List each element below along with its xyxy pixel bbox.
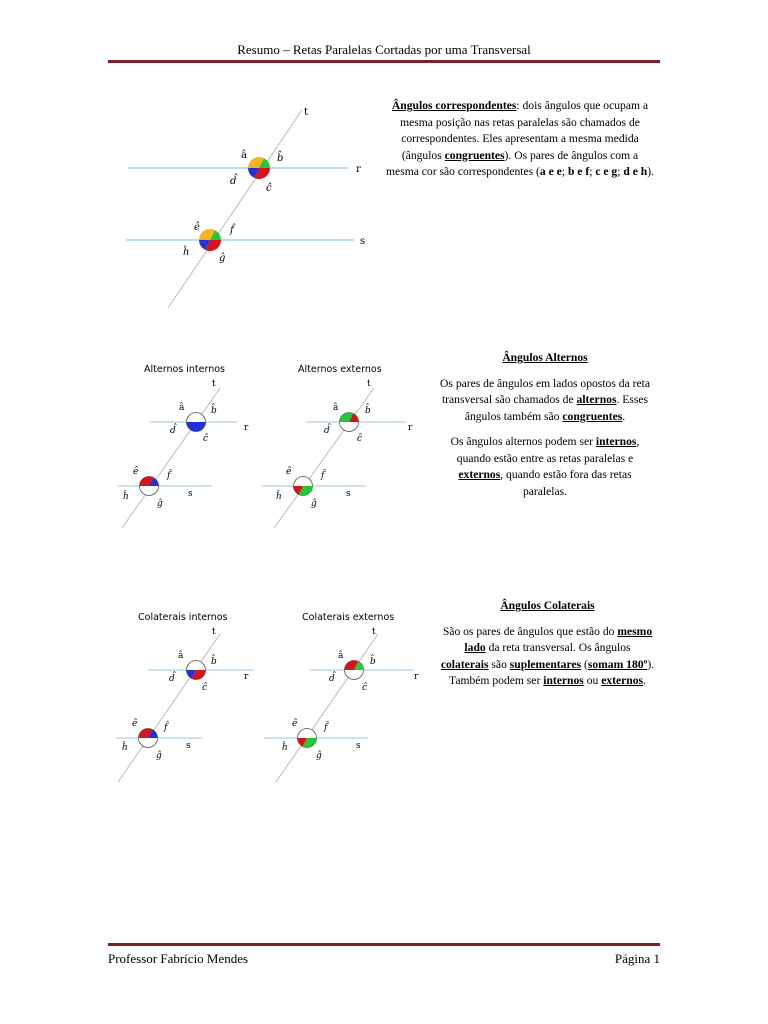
pair: b e f: [567, 165, 590, 178]
text-fragment: .: [622, 409, 626, 423]
text-fragment: ou: [583, 674, 602, 687]
text-fragment: : dois ângulos que ocupam a mesma posição nas retas paralelas são chamados de correspondentes. Eles apresentam a mesma medida (ângulos: [400, 99, 649, 162]
label-f: f̂: [324, 723, 328, 733]
label-b: b̂: [211, 657, 217, 667]
keyword: internos: [543, 674, 584, 687]
text-fragment: ;: [589, 165, 596, 178]
label-d: d̂: [329, 674, 335, 684]
intersection-bottom: [139, 729, 158, 748]
intersection-top: [187, 413, 206, 432]
transversal-t: [118, 634, 220, 782]
header-rule: [108, 60, 660, 63]
label-h: ĥ: [122, 743, 128, 753]
caption-alternos-internos: Alternos internos: [144, 364, 226, 375]
label-c: ĉ: [362, 683, 368, 693]
intersection-top: [187, 661, 206, 680]
footer-author: Professor Fabrício Mendes: [108, 951, 249, 966]
label-b: b̂: [277, 153, 284, 164]
intersection-top: [340, 413, 359, 432]
text-fragment: ;: [561, 165, 568, 178]
label-f: f̂: [164, 723, 168, 733]
label-b: b̂: [211, 406, 217, 416]
label-t: t: [212, 627, 216, 637]
text-fragment: (: [581, 657, 588, 671]
figure-correspondentes: [120, 100, 380, 315]
page-header: Resumo – Retas Paralelas Cortadas por uma Transversal: [237, 42, 531, 57]
correspondentes-text: [385, 98, 655, 190]
label-f: f̂: [230, 225, 234, 236]
label-d: d̂: [324, 426, 330, 436]
intersection-top: [248, 157, 270, 179]
figure-alternos-externos: [258, 360, 428, 535]
label-h: ĥ: [183, 247, 190, 258]
label-g: ĝ: [157, 499, 163, 509]
keyword: alternos: [576, 393, 617, 406]
caption-colaterais-externos: Colaterais externos: [302, 612, 395, 623]
label-r: r: [244, 672, 249, 682]
intersection-bottom: [199, 229, 221, 251]
intersection-bottom: [298, 729, 317, 748]
caption-colaterais-internos: Colaterais internos: [138, 612, 228, 623]
text-fragment: ). Também podem ser: [449, 657, 655, 687]
label-b: b̂: [370, 657, 376, 667]
label-a: â: [241, 150, 247, 161]
text-fragment: , quando estão entre as retas paralelas e: [456, 435, 640, 465]
figure-alternos-internos: [112, 360, 272, 535]
label-s: s: [188, 489, 193, 499]
label-e: ê: [292, 719, 298, 729]
footer-rule: [108, 943, 660, 946]
label-g: ĝ: [316, 751, 322, 761]
transversal-t: [276, 634, 378, 782]
label-h: ĥ: [282, 743, 288, 753]
label-f: f̂: [321, 471, 325, 481]
keyword: congruentes: [562, 409, 623, 423]
label-f: f̂: [167, 471, 171, 481]
label-a: â: [179, 403, 185, 413]
label-d: d̂: [170, 426, 176, 436]
label-e: ê: [132, 719, 138, 729]
label-c: ĉ: [357, 434, 363, 444]
keyword: somam 180º: [587, 657, 648, 671]
label-d: d̂: [230, 176, 237, 187]
colaterais-title: Ângulos Colaterais: [500, 599, 595, 612]
label-t: t: [367, 379, 371, 389]
keyword: suplementares: [509, 657, 582, 671]
text-fragment: ). Os pares de ângulos com a mesma cor são correspondentes (: [386, 148, 639, 178]
label-r: r: [356, 164, 361, 175]
keyword: mesmo lado: [464, 624, 653, 654]
text-fragment: da reta transversal. Os ângulos: [485, 641, 631, 654]
caption-alternos-externos: Alternos externos: [298, 364, 382, 375]
label-c: ĉ: [203, 434, 209, 444]
label-s: s: [186, 741, 191, 751]
label-b: b̂: [365, 406, 371, 416]
figure-colaterais-internos: [112, 608, 272, 788]
text-fragment: são: [488, 657, 510, 671]
label-h: ĥ: [276, 492, 282, 502]
pair: a e e: [539, 165, 562, 178]
text-fragment: São os pares de ângulos que estão do: [442, 624, 618, 638]
keyword: congruentes: [444, 148, 505, 162]
label-t: t: [212, 379, 216, 389]
text-fragment: , quando estão fora das retas paralelas.: [500, 468, 632, 498]
label-s: s: [356, 741, 361, 751]
label-a: â: [333, 403, 339, 413]
intersection-top: [345, 661, 364, 680]
label-e: ê: [286, 467, 292, 477]
label-d: d̂: [169, 674, 175, 684]
keyword: externos: [601, 674, 644, 687]
label-r: r: [408, 423, 413, 433]
label-t: t: [304, 107, 309, 118]
label-e: ê: [194, 222, 200, 233]
intersection-bottom: [140, 477, 159, 496]
transversal-t: [274, 388, 374, 528]
text-fragment: ;: [617, 165, 624, 178]
keyword: internos: [595, 435, 637, 448]
text-fragment: . Esses ângulos também são: [464, 393, 649, 423]
text-fragment: ).: [647, 165, 654, 178]
text-fragment: Os ângulos alternos podem ser: [450, 435, 596, 448]
intersection-bottom: [294, 477, 313, 496]
keyword: externos: [458, 468, 501, 481]
label-s: s: [346, 489, 351, 499]
label-c: ĉ: [202, 683, 208, 693]
label-t: t: [372, 627, 376, 637]
label-s: s: [360, 236, 366, 247]
pair: d e h: [623, 165, 648, 178]
colaterais-text: [440, 598, 655, 699]
keyword: colaterais: [440, 657, 489, 671]
label-e: ê: [133, 467, 139, 477]
label-h: ĥ: [123, 492, 129, 502]
footer-page-number: Página 1: [614, 951, 660, 966]
label-r: r: [244, 423, 249, 433]
figure-colaterais-externos: [262, 608, 432, 788]
alternos-text: [435, 350, 655, 509]
pair: c e g: [595, 165, 618, 178]
text-fragment: Os pares de ângulos em lados opostos da reta transversal são chamados de: [440, 376, 650, 406]
label-r: r: [414, 672, 419, 682]
label-a: â: [178, 651, 184, 661]
alternos-title: Ângulos Alternos: [502, 351, 588, 364]
text-fragment: .: [643, 674, 646, 687]
label-g: ĝ: [311, 499, 317, 509]
transversal-t: [122, 388, 220, 528]
label-a: â: [338, 651, 344, 661]
label-c: ĉ: [266, 183, 272, 194]
transversal-t: [168, 110, 302, 308]
label-g: ĝ: [156, 751, 162, 761]
label-g: ĝ: [219, 253, 226, 264]
correspondentes-title: Ângulos correspondentes: [391, 99, 517, 112]
